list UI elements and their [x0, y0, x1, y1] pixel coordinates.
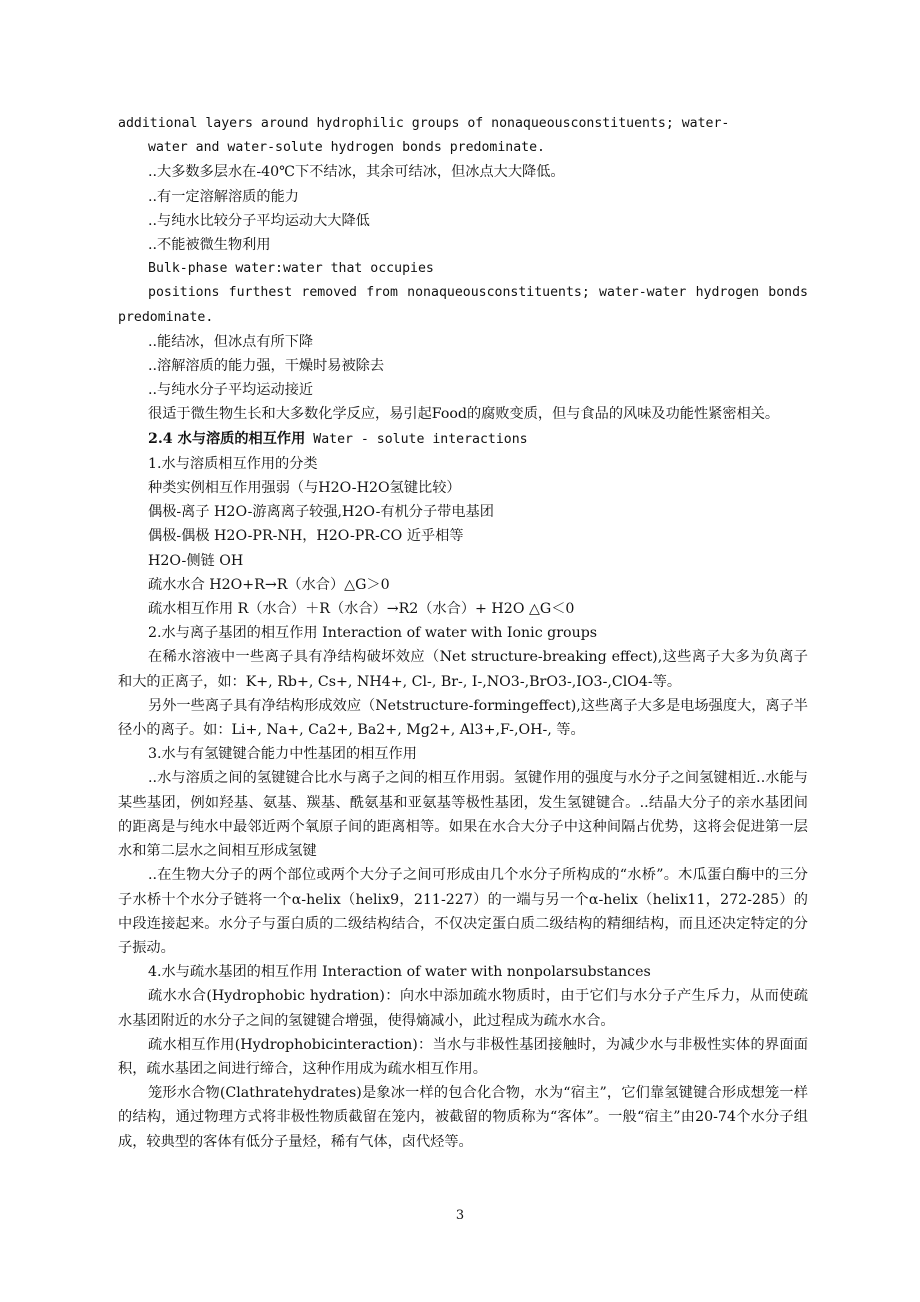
text-line: ..与纯水比较分子平均运动大大降低 [148, 212, 370, 229]
paragraph: 笼形水合物(Clathratehydrates)是象冰一样的包合化合物，水为“宿主”，它们靠氢键键合形成想笼一样的结构，通过物理方式将非极性物质截留在笼内，被截留的物质称为“客体”。一般“宿主”由20-74个水分子组成，较典型的客体有低分子量烃，稀有气体，卤代烃等。 [118, 1085, 808, 1150]
text-line: 疏水相互作用 R（水合）＋R（水合）→R2（水合）+ H2O △G＜0 [148, 601, 575, 618]
text-line: H2O-侧链 OH [148, 552, 244, 569]
text-line: Bulk-phase water:water that occupies [148, 261, 434, 277]
text-line: ..与纯水分子平均运动接近 [148, 382, 314, 399]
page-number: 3 [455, 1208, 465, 1223]
text-line: 疏水水合 H2O+R→R（水合）△G＞0 [148, 576, 390, 593]
text-line: 偶极-偶极 H2O-PR-NH，H2O-PR-CO 近乎相等 [148, 528, 464, 545]
paragraph: ..水与溶质之间的氢键键合比水与离子之间的相互作用弱。氢键作用的强度与水分子之间氢键相近..水能与某些基团，例如羟基、氨基、羰基、酰氨基和亚氨基等极性基团，发生氢键键合。..结晶大分子的亲水基团间的距离是与纯水中最邻近两个氧原子间的距离相等。如果在水合大分子中这种间隔占优势，这将会促进第一层水和第二层水之间相互形成氢键 [118, 770, 808, 860]
text-line: 1.水与溶质相互作用的分类 [148, 455, 318, 472]
section-heading [118, 427, 808, 452]
document-body [118, 112, 808, 1154]
paragraph: 另外一些离子具有净结构形成效应（Netstructure-formingeffect),这些离子大多是电场强度大，离子半径小的离子。如：Li+, Na+, Ca2+, Ba2+, Mg2+, Al3+,F-,OH-, 等。 [118, 697, 808, 739]
text-line: ..溶解溶质的能力强，干燥时易被除去 [148, 358, 385, 375]
text-line: additional layers around hydrophilic groups of nonaqueousconstituents; water- [118, 116, 730, 131]
text-line: 3.水与有氢键键合能力中性基团的相互作用 [148, 746, 417, 763]
text-line: ..大多数多层水在-40℃下不结冰，其余可结冰，但冰点大大降低。 [148, 164, 565, 181]
text-line: water and water-solute hydrogen bonds predominate. [148, 140, 545, 156]
paragraph: 疏水水合(Hydrophobic hydration)：向水中添加疏水物质时，由于它们与水分子产生斥力，从而使疏水基团附近的水分子之间的氢键键合增强，使得熵减小，此过程成为疏水水合。 [118, 988, 808, 1029]
paragraph: 疏水相互作用(Hydrophobicinteraction)：当水与非极性基团接触时，为减少水与非极性实体的界面面积，疏水基团之间进行缔合，这种作用成为疏水相互作用。 [118, 1036, 808, 1077]
text-line: 偶极-离子 H2O-游离离子较强,H2O-有机分子带电基团 [148, 504, 494, 521]
paragraph: 在稀水溶液中一些离子具有净结构破坏效应（Net structure-breaking effect),这些离子大多为负离子和大的正离子，如：K+, Rb+, Cs+, NH4+, Cl-, Br-, I-,NO3-,BrO3-,IO3-,ClO4-等。 [118, 649, 808, 690]
text-line: ..有一定溶解溶质的能力 [148, 188, 299, 205]
text-line: ..能结冰，但冰点有所下降 [148, 333, 314, 350]
paragraph: positions furthest removed from nonaqueousconstituents; water-water hydrogen bonds predominate. [118, 285, 808, 325]
text-line: 4.水与疏水基团的相互作用 Interaction of water with nonpolarsubstances [148, 964, 651, 981]
paragraph: ..在生物大分子的两个部位或两个大分子之间可形成由几个水分子所构成的“水桥”。木瓜蛋白酶中的三分子水桥十个水分子链将一个α-helix（helix9，211-227）的一端与另一个α-helix（helix11，272-285）的中段连接起来。水分子与蛋白质的二级结构结合，不仅决定蛋白质二级结构的精细结构，而且还决定特定的分子振动。 [118, 867, 808, 956]
text-line: 种类实例相互作用强弱（与H2O-H2O氢键比较） [148, 480, 461, 497]
text-line: ..不能被微生物利用 [148, 237, 271, 254]
paragraph: 很适于微生物生长和大多数化学反应，易引起Food的腐败变质，但与食品的风味及功能性紧密相关。 [148, 406, 780, 423]
section-heading-english: Water - solute interactions [305, 431, 528, 447]
section-heading-bold: 2.4 水与溶质的相互作用 [148, 430, 306, 447]
text-line: 2.水与离子基团的相互作用 Interaction of water with Ionic groups [148, 625, 598, 642]
